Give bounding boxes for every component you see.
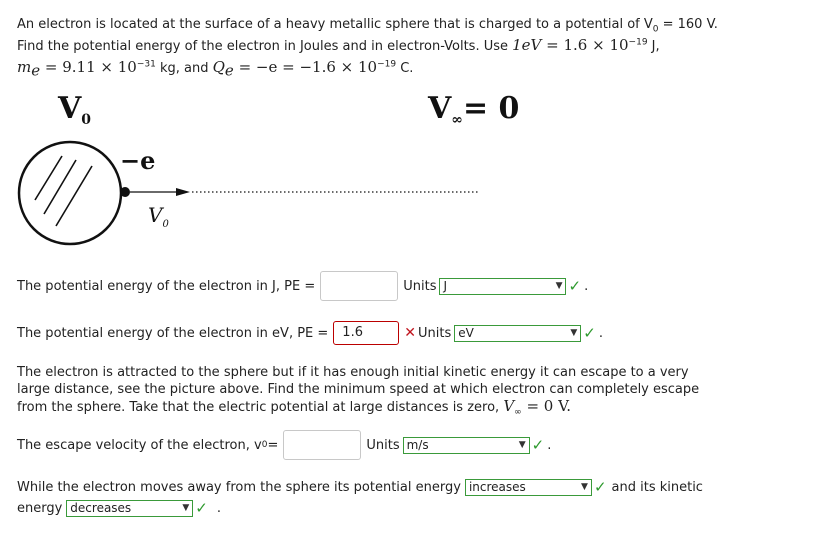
- subscript: e: [31, 61, 41, 80]
- checkmark-icon: ✓: [531, 436, 545, 454]
- subscript: e: [224, 61, 234, 80]
- sphere-diagram: [0, 0, 816, 260]
- label-v-infinity: $V_\infty= 0$: [428, 91, 520, 128]
- label-v0: $V_0$: [58, 91, 92, 128]
- question-label: The potential energy of the electron in eV, PE =: [17, 325, 329, 341]
- chevron-down-icon: ▼: [570, 328, 578, 338]
- question-escape-velocity: The escape velocity of the electron, v 0 = Units m/s ▼ ✓ .: [17, 430, 551, 460]
- potential-energy-select[interactable]: [465, 479, 592, 496]
- selected-option: decreases: [70, 501, 132, 515]
- units-label: Units: [418, 325, 452, 341]
- units-label: Units: [366, 437, 400, 453]
- arrow-head: [176, 188, 190, 196]
- problem-text: J,: [647, 39, 660, 54]
- period: .: [598, 325, 603, 341]
- checkmark-icon: ✓: [583, 324, 596, 342]
- units-select-velocity[interactable]: [403, 437, 530, 454]
- checkmark-icon: ✓: [195, 499, 208, 517]
- chevron-down-icon: ▼: [581, 482, 588, 492]
- question-label: The potential energy of the electron in J, PE =: [17, 278, 316, 294]
- pe-joules-input[interactable]: [320, 271, 398, 301]
- chevron-down-icon: ▼: [555, 281, 563, 291]
- selected-unit: m/s: [406, 438, 429, 452]
- question-energy-trend-line2: [17, 499, 221, 517]
- metal-sphere: [19, 142, 121, 244]
- problem-text: = 160 V.: [658, 17, 718, 32]
- exponent: −19: [628, 37, 648, 48]
- exponent: −19: [377, 59, 397, 70]
- period: .: [216, 500, 222, 516]
- period: .: [547, 437, 552, 453]
- math-value: = 1.6 × 10: [541, 36, 629, 54]
- escape-velocity-input[interactable]: [283, 430, 361, 460]
- question-energy-trend: [17, 478, 703, 496]
- math-me: m: [17, 58, 32, 76]
- incorrect-x-icon: ✕: [404, 325, 417, 341]
- units-select-pe-ev[interactable]: [454, 325, 581, 342]
- math-value: = 9.11 × 10: [40, 58, 137, 76]
- question-text: energy: [17, 500, 63, 516]
- subscript: ∞: [514, 407, 522, 418]
- problem-text: C.: [396, 61, 414, 76]
- math-value: = −e = −1.6 × 10: [233, 58, 378, 76]
- chevron-down-icon: ▼: [518, 440, 526, 450]
- question-label: =: [267, 437, 279, 453]
- kinetic-energy-select[interactable]: [66, 500, 193, 517]
- selected-unit: J: [443, 279, 448, 293]
- checkmark-icon: ✓: [593, 478, 607, 496]
- selected-option: increases: [468, 480, 526, 494]
- pe-ev-input[interactable]: 1.6: [333, 321, 399, 345]
- selected-unit: eV: [458, 326, 474, 340]
- question-text: and its kinetic: [611, 479, 703, 495]
- problem-text: Find the potential energy of the electron in Joules and in electron-Volts. Use: [17, 39, 513, 54]
- escape-description: [17, 364, 717, 416]
- question-pe-joules: [17, 271, 588, 301]
- math-qe: Q: [212, 58, 225, 76]
- label-v0-initial: $V_0$: [148, 203, 169, 230]
- description-text: The electron is attracted to the sphere but if it has enough initial kinetic energy it can escape to a very large distance, see the picture above. Find the minimum speed at which electron can completely escape from the sphere. Take that the electric potential at large distances is zero,: [17, 365, 700, 415]
- problem-text: An electron is located at the surface of a heavy metallic sphere that is charged to a potential of V: [17, 17, 653, 32]
- question-pe-ev: [17, 321, 603, 345]
- math-ev: 1eV: [512, 36, 542, 54]
- period: .: [584, 278, 589, 294]
- label-electron: −e: [120, 146, 156, 175]
- math-value: = 0 V.: [521, 397, 572, 415]
- units-label: Units: [403, 278, 437, 294]
- electron-dot: [120, 187, 130, 197]
- chevron-down-icon: ▼: [182, 503, 190, 513]
- exponent: −31: [136, 59, 156, 70]
- math-v-infinity: V: [503, 397, 515, 415]
- units-select-pe-joules[interactable]: [439, 278, 566, 295]
- question-text: While the electron moves away from the sphere its potential energy: [17, 479, 461, 495]
- question-label: The escape velocity of the electron, v: [17, 437, 262, 453]
- checkmark-icon: ✓: [568, 277, 582, 295]
- subscript: 0: [652, 24, 659, 35]
- problem-text: kg, and: [155, 61, 213, 76]
